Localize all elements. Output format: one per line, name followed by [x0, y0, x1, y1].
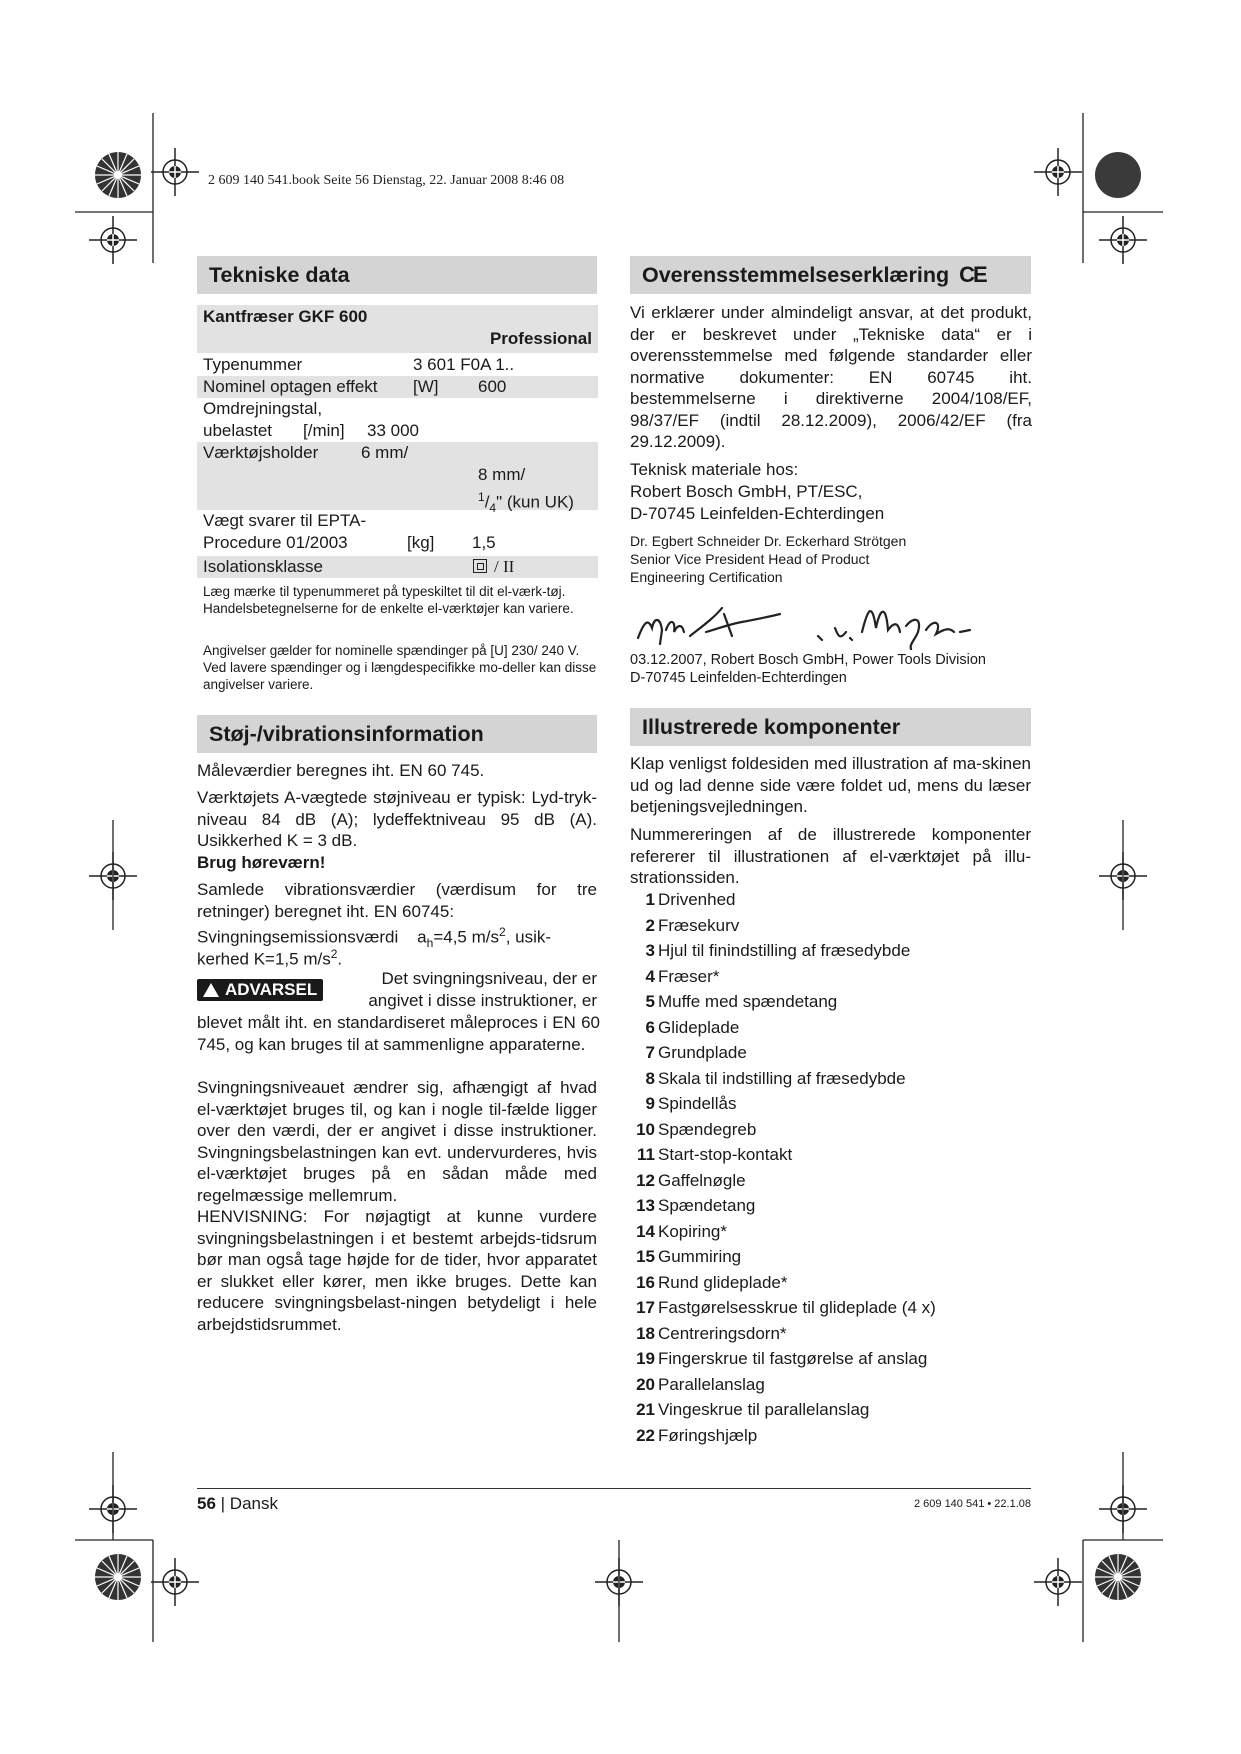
handwritten-signatures [630, 588, 1030, 650]
weight-value: 1,5 [472, 533, 496, 552]
warn-line-1: Det svingningsniveau, der er [381, 969, 597, 988]
holder-row [197, 442, 598, 516]
weight-row [197, 510, 598, 554]
noise-ear-protection: Brug høreværn! [197, 853, 326, 872]
list-item: 6 Glideplade [645, 1018, 740, 1037]
list-item: 16 Rund glideplade* [636, 1273, 788, 1292]
signatories-names: Dr. Egbert Schneider Dr. Eckerhard Strötgen [630, 533, 907, 549]
list-item: 14 Kopiring* [636, 1222, 727, 1241]
weight-label-2: Procedure 01/2003 [203, 533, 348, 552]
registration-starburst-icon [1095, 1554, 1141, 1600]
warn-line-2: angivet i disse instruktioner, er [368, 991, 597, 1010]
list-item: 22 Føringshjælp [636, 1426, 758, 1445]
tech-data-heading: Tekniske data [197, 256, 597, 294]
page-language: Dansk [229, 1494, 278, 1513]
type-row [197, 354, 598, 376]
registration-starburst-icon [95, 1554, 141, 1600]
class-value: / II [494, 557, 515, 576]
weight-unit: [kg] [407, 533, 435, 552]
speed-value: 33 000 [367, 421, 419, 440]
list-item: 7 Grundplade [645, 1043, 747, 1062]
noise-heading: Støj-/vibrationsinformation [197, 715, 597, 753]
holder-value-1: 6 mm/ [361, 443, 409, 462]
declaration-address-line: D-70745 Leinfelden-Echterdingen [630, 670, 847, 686]
noise-p2: Værktøjets A-vægtede støjniveau er typisk: Lyd-trykniveau 84 dB (A); lydeffektniveau 95 dB (A). Usikkerhed K = 3 dB. [197, 788, 597, 850]
conformity-p2c: D-70745 Leinfelden-Echterdingen [630, 504, 885, 523]
speed-label-2: ubelastet [203, 421, 272, 440]
list-item: 11 Start-stop-kontakt [637, 1145, 793, 1164]
list-item: 21 Vingeskrue til parallelanslag [636, 1400, 870, 1419]
product-name: Kantfræser GKF 600 [203, 307, 368, 326]
footer-rule [197, 1488, 1031, 1489]
list-item: 15 Gummiring [636, 1247, 742, 1266]
page-number: 56 [197, 1494, 216, 1513]
conformity-p1: Vi erklærer under almindeligt ansvar, at det produkt, der er beskrevet under „Tekniske data“ er i overensstemmelse med følgende standarder eller normative dokumenter: EN 60745 iht. bestemmelserne i direktiverne 2004/108/EF, 98/37/EF (indtil 28.12.2009), 2006/42/EF (fra 29.12.2009). [630, 303, 1032, 451]
registration-crosshair-icon [151, 1558, 199, 1606]
speed-label-1: Omdrejningstal, [203, 399, 323, 418]
conformity-heading: Overensstemmelseserklæring CE [630, 256, 1031, 294]
power-label: Nominel optagen effekt [203, 377, 378, 396]
signatories-titles: Senior Vice President Head of Product [630, 551, 870, 567]
noise-p4a: Samlede vibrationsværdier (værdisum for tre retninger) beregnet iht. EN 60745: [197, 880, 597, 921]
product-line: Professional [489, 329, 592, 348]
type-label: Typenummer [203, 355, 303, 374]
tech-product-row [197, 305, 598, 353]
registration-crosshair-icon [1034, 148, 1082, 196]
noise-p7: HENVISNING: For nøjagtigt at kunne vurdere svingningsbelastningen i et bestemt arbejds-tidsrum bør man også tage højde for de tider, hvor apparatet er slukket eller kører, men ikke bruges. Dette kan reducere svingningsbelast-ningen betydeligt i hele arbejdstidsrummet. [197, 1207, 597, 1334]
list-item: 1 Drivenhed [645, 890, 736, 909]
list-item: 19 Fingerskrue til fastgørelse af anslag [636, 1349, 928, 1368]
components-p1: Klap venligst foldesiden med illustration af ma-skinen ud og lad denne side være foldet ud, mens du læser betjeningsvejledningen. [630, 754, 1031, 816]
noise-p4d: kerhed K=1,5 $m/s^2$. [197, 947, 343, 969]
list-item: 13 Spændetang [636, 1196, 756, 1215]
list-item: 18 Centreringsdorn* [636, 1324, 787, 1343]
warning-triangle-icon [203, 983, 219, 997]
holder-value-3: $^1/_4$" (kun UK) [478, 490, 574, 516]
declaration-date-line: 03.12.2007, Robert Bosch GmbH, Power Tools Division [630, 652, 986, 668]
list-item: 5 Muffe med spændetang [645, 992, 838, 1011]
signatories-dept: Engineering Certification [630, 569, 783, 585]
noise-p5: blevet målt iht. en standardiseret måleproces i EN 60 745, og kan bruges til at sammenligne apparaterne. [197, 1013, 600, 1054]
list-item: 2 Fræsekurv [645, 916, 740, 935]
list-item: 3 Hjul til finindstilling af fræsedybde [645, 941, 911, 960]
ce-mark-icon: CE [959, 262, 986, 287]
holder-value-2: 8 mm/ [478, 465, 526, 484]
footer-page-label: 56 | Dansk [197, 1494, 278, 1513]
components-heading: Illustrerede komponenter [630, 708, 1031, 746]
list-item: 20 Parallelanslag [636, 1375, 765, 1394]
double-insulation-icon [473, 559, 487, 573]
holder-label: Værktøjsholder [203, 443, 319, 462]
weight-label-1: Vægt svarer til EPTA- [203, 511, 367, 530]
list-item: 4 Fræser* [645, 967, 720, 986]
tech-note-1: Læg mærke til typenummeret på typeskiltet til dit el-værk-tøj. Handelsbetegnelserne for de enkelte el-værktøjer kan variere. [203, 584, 574, 616]
list-item: 10 Spændegreb [636, 1120, 757, 1139]
type-value: 3 601 F0A 1.. [413, 355, 515, 374]
conformity-p2a: Teknisk materiale hos: [630, 460, 799, 479]
registration-crosshair-icon [151, 148, 199, 196]
speed-row [197, 398, 598, 442]
conformity-p2b: Robert Bosch GmbH, PT/ESC, [630, 482, 863, 501]
list-item: 12 Gaffelnøgle [636, 1171, 746, 1190]
power-value: 600 [478, 377, 507, 396]
noise-p4b: Svingningsemissionsværdi $a_h=4,5$ $m/s^2$, usik- [197, 925, 552, 951]
noise-p1: Måleværdier beregnes iht. EN 60 745. [197, 761, 485, 780]
class-row [197, 556, 598, 578]
speed-unit: [/min] [303, 421, 345, 440]
list-item: 8 Skala til indstilling af fræsedybde [645, 1069, 906, 1088]
warning-badge: ADVARSEL [197, 979, 323, 1001]
class-label: Isolationsklasse [203, 557, 324, 576]
registration-dot-icon [1095, 152, 1141, 198]
registration-starburst-icon [95, 152, 141, 198]
registration-crosshair-icon [1099, 216, 1147, 264]
footer-doc-id: 2 609 140 541 • 22.1.08 [913, 1498, 1031, 1510]
print-header: 2 609 140 541.book Seite 56 Dienstag, 22. Januar 2008 8:46 08 [208, 173, 565, 188]
noise-p6: Svingningsniveauet ændrer sig, afhængigt af hvad el-værktøjet bruges til, og kan i nogle til-fælde ligger over den værdi, der er angivet i disse instruktioner. Svingningsbelastningen kan evt. undervurderes, hvis el-værktøjet bruges på en sådan måde med regelmæssige mellemrum. [197, 1078, 597, 1205]
power-row [197, 376, 598, 398]
registration-crosshair-icon [89, 216, 137, 264]
components-p2: Nummereringen af de illustrerede komponenter refererer til illustrationen af el-værktøjet på illu-strationssiden. [630, 825, 1031, 887]
list-item: 9 Spindellås [645, 1094, 737, 1113]
registration-crosshair-icon [1034, 1558, 1082, 1606]
tech-note-2: Angivelser gælder for nominelle spændinger på [U] 230/ 240 V. Ved lavere spændinger og i længdespecifikke mo-deller kan disse angivelser variere. [203, 643, 597, 692]
list-item: 17 Fastgørelsesskrue til glideplade (4 x) [636, 1298, 936, 1317]
power-unit: [W] [413, 377, 439, 396]
